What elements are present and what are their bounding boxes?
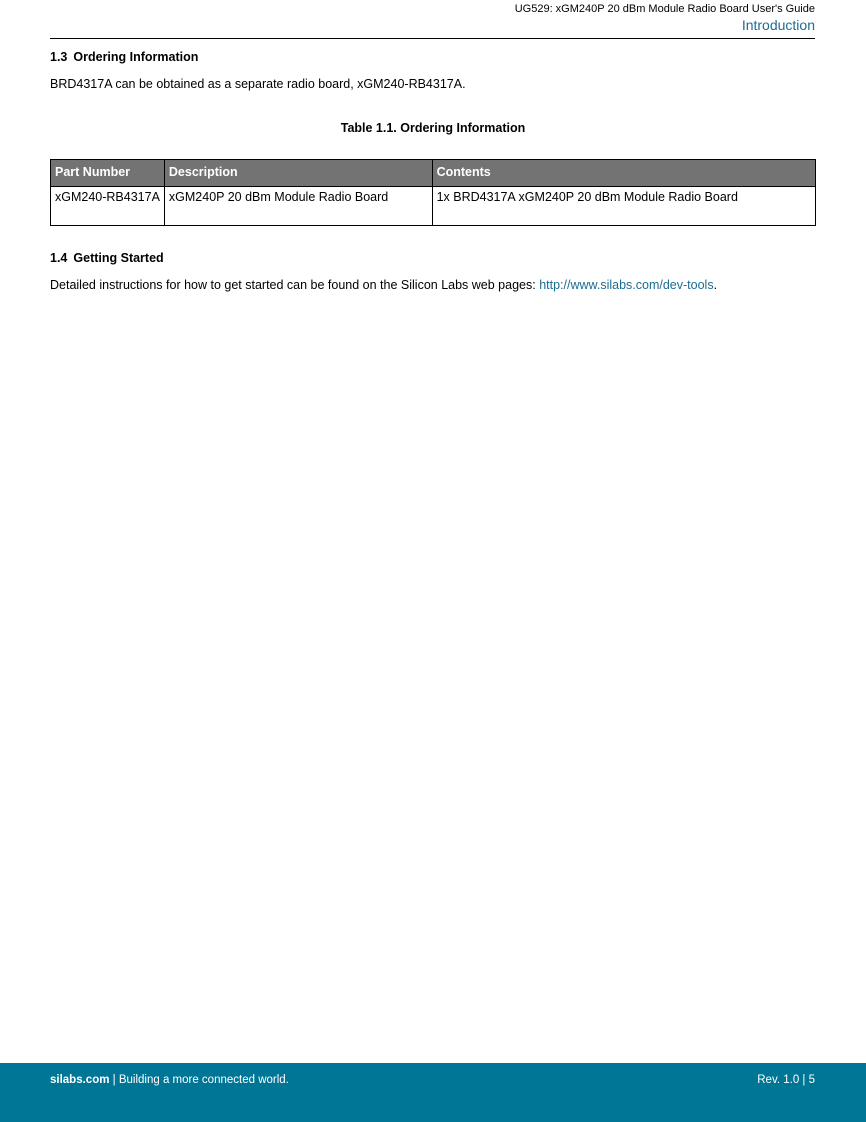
- column-header-contents: Contents: [432, 160, 815, 187]
- getting-started-paragraph: [50, 278, 815, 293]
- section-heading-getting-started: [50, 251, 164, 266]
- document-title: UG529: xGM240P 20 dBm Module Radio Board User's Guide: [514, 3, 815, 15]
- section-name: Introduction: [741, 17, 815, 33]
- section-title: Ordering Information: [73, 50, 199, 64]
- ordering-paragraph: BRD4317A can be obtained as a separate radio board, xGM240-RB4317A.: [50, 77, 466, 91]
- footer-tagline: [50, 1073, 289, 1087]
- footer-tagline-text: | Building a more connected world.: [109, 1074, 289, 1086]
- section-title: Getting Started: [73, 251, 164, 265]
- table-header-row: [51, 160, 816, 187]
- dev-tools-link[interactable]: http://www.silabs.com/dev-tools: [539, 278, 714, 292]
- part-number-cell: xGM240-RB4317A: [51, 187, 165, 226]
- column-header-description: Description: [164, 160, 432, 187]
- ordering-information-table: [50, 159, 816, 226]
- table-caption: Table 1.1. Ordering Information: [340, 121, 526, 135]
- footer-site: silabs.com: [50, 1074, 110, 1086]
- contents-cell: 1x BRD4317A xGM240P 20 dBm Module Radio Board: [432, 187, 815, 226]
- column-header-part-number: Part Number: [51, 160, 165, 187]
- section-number: 1.4: [50, 251, 68, 265]
- description-cell: xGM240P 20 dBm Module Radio Board: [164, 187, 432, 226]
- trailing-period: .: [713, 278, 718, 292]
- page-footer: [0, 1063, 866, 1122]
- footer-revision: Rev. 1.0 | 5: [757, 1074, 815, 1086]
- section-heading-ordering-information: [50, 50, 198, 65]
- table-row: [51, 187, 816, 226]
- header-divider: [50, 38, 815, 39]
- getting-started-text: Detailed instructions for how to get started can be found on the Silicon Labs web pages:: [50, 278, 540, 292]
- section-number: 1.3: [50, 50, 68, 64]
